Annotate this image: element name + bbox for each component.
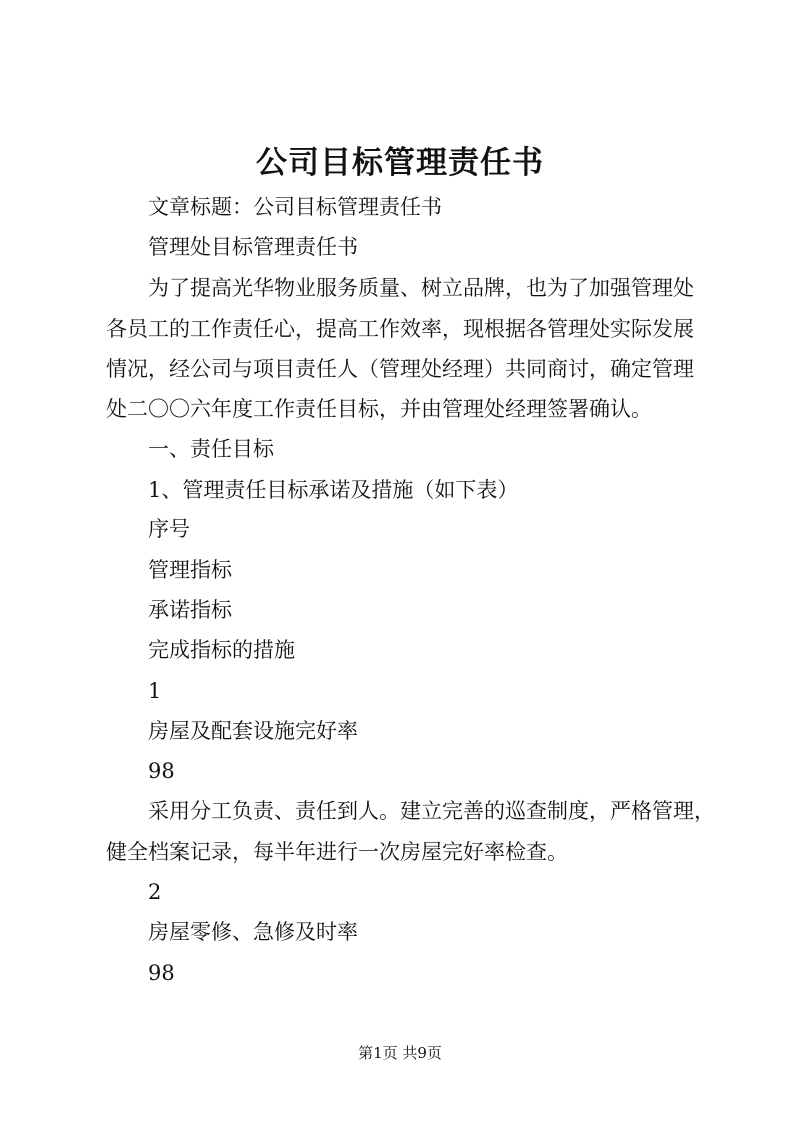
table-header-target: 承诺指标 bbox=[148, 598, 232, 622]
section-heading: 一、责任目标 bbox=[148, 437, 274, 461]
intro-line: 为了提高光华物业服务质量、树立品牌，也为了加强管理处 bbox=[148, 276, 694, 300]
intro-line: 各员工的工作责任心，提高工作效率，现根据各管理处实际发展 bbox=[106, 317, 694, 341]
row-target: 98 bbox=[148, 961, 175, 985]
article-title-line: 文章标题：公司目标管理责任书 bbox=[148, 195, 442, 219]
row-measures: 采用分工负责、责任到人。建立完善的巡查制度，严格管理， bbox=[148, 799, 715, 823]
intro-line: 处二〇〇六年度工作责任目标，并由管理处经理签署确认。 bbox=[106, 397, 652, 421]
subtitle: 管理处目标管理责任书 bbox=[148, 235, 358, 259]
row-indicator: 房屋零修、急修及时率 bbox=[148, 920, 358, 944]
row-number: 1 bbox=[148, 679, 162, 703]
table-header-measures: 完成指标的措施 bbox=[148, 638, 295, 662]
table-header-no: 序号 bbox=[148, 517, 190, 541]
subsection-heading: 1、管理责任目标承诺及措施（如下表） bbox=[148, 478, 519, 502]
row-target: 98 bbox=[148, 759, 175, 783]
table-header-indicator: 管理指标 bbox=[148, 558, 232, 582]
intro-line: 情况，经公司与项目责任人（管理处经理）共同商讨，确定管理 bbox=[106, 357, 694, 381]
row-number: 2 bbox=[148, 880, 162, 904]
document-title: 公司目标管理责任书 bbox=[256, 145, 544, 181]
row-measures: 健全档案记录，每半年进行一次房屋完好率检查。 bbox=[106, 840, 568, 864]
row-indicator: 房屋及配套设施完好率 bbox=[148, 719, 358, 743]
page-footer: 第1页 共9页 bbox=[358, 1044, 442, 1062]
